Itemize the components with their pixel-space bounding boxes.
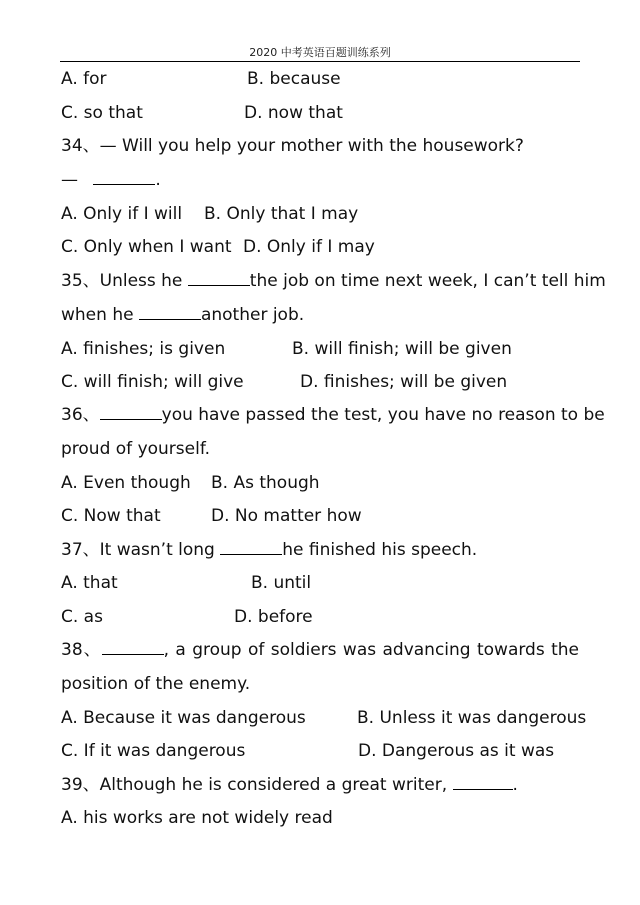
q38-prompt-line-2: position of the enemy.: [61, 674, 251, 694]
q39-option-a: A. his works are not widely read: [61, 808, 333, 828]
q37-text-2: he finished his speech.: [282, 540, 478, 560]
q33-option-a: A. for: [61, 69, 107, 89]
q38-option-b: B. Unless it was dangerous: [357, 708, 587, 728]
q36-option-c: C. Now that: [61, 506, 161, 526]
q37-option-d: D. before: [234, 607, 313, 627]
q35-blank-2: [139, 304, 201, 320]
q36-option-d: D. No matter how: [211, 506, 362, 526]
q37-prompt: [61, 539, 477, 561]
q37-option-a: A. that: [61, 573, 118, 593]
q37-text-1: 37、It wasn’t long: [61, 540, 221, 560]
q37-option-c: C. as: [61, 607, 103, 627]
q36-option-a: A. Even though: [61, 473, 191, 493]
q39-text-2: .: [512, 775, 518, 795]
q33-option-d: D. now that: [244, 103, 343, 123]
q38-option-c: C. If it was dangerous: [61, 741, 246, 761]
q37-option-b: B. until: [251, 573, 312, 593]
q35-option-a: A. finishes; is given: [61, 339, 226, 359]
q35-text-4: another job.: [200, 305, 305, 325]
q35-prompt-line-1: [61, 270, 606, 292]
q33-option-c: C. so that: [61, 103, 143, 123]
q34-dash: —: [61, 170, 78, 190]
q34-tail: .: [155, 170, 161, 190]
q38-text-2: , a group of soldiers was advancing towards the: [163, 640, 579, 660]
q38-option-a: A. Because it was dangerous: [61, 708, 306, 728]
q34-option-d: D. Only if I may: [243, 237, 375, 257]
q36-prompt-line-1: [61, 404, 605, 426]
q37-blank: [220, 539, 282, 555]
q34-option-a: A. Only if I will: [61, 204, 183, 224]
q35-prompt-line-2: [61, 304, 304, 326]
q36-blank: [100, 404, 162, 420]
q39-text-1: 39、Although he is considered a great writer,: [61, 775, 453, 795]
q36-prompt-line-2: proud of yourself.: [61, 439, 210, 459]
q34-answer-line: [61, 169, 161, 191]
q33-option-b: B. because: [247, 69, 341, 89]
q35-text-2: the job on time next week, I can’t tell him: [249, 271, 606, 291]
q34-prompt: 34、— Will you help your mother with the housework?: [61, 136, 524, 156]
q35-option-d: D. finishes; will be given: [300, 372, 508, 392]
q38-blank: [102, 639, 164, 655]
header-rule: [60, 61, 580, 62]
q35-text-1: 35、Unless he: [61, 271, 188, 291]
q39-prompt: [61, 774, 518, 796]
q35-option-b: B. will finish; will be given: [292, 339, 512, 359]
q38-option-d: D. Dangerous as it was: [358, 741, 555, 761]
q34-option-b: B. Only that I may: [204, 204, 359, 224]
q36-text-2: you have passed the test, you have no reason to be: [161, 405, 605, 425]
q39-blank: [453, 774, 513, 790]
q38-prompt-line-1: [61, 639, 579, 661]
q36-option-b: B. As though: [211, 473, 320, 493]
q35-option-c: C. will finish; will give: [61, 372, 244, 392]
q34-blank: [93, 169, 155, 185]
q35-text-3: when he: [61, 305, 139, 325]
q38-text-1: 38、: [61, 640, 102, 660]
q36-text-1: 36、: [61, 405, 100, 425]
page-header: 2020 中考英语百题训练系列: [249, 46, 391, 59]
q34-option-c: C. Only when I want: [61, 237, 232, 257]
q35-blank-1: [188, 270, 250, 286]
